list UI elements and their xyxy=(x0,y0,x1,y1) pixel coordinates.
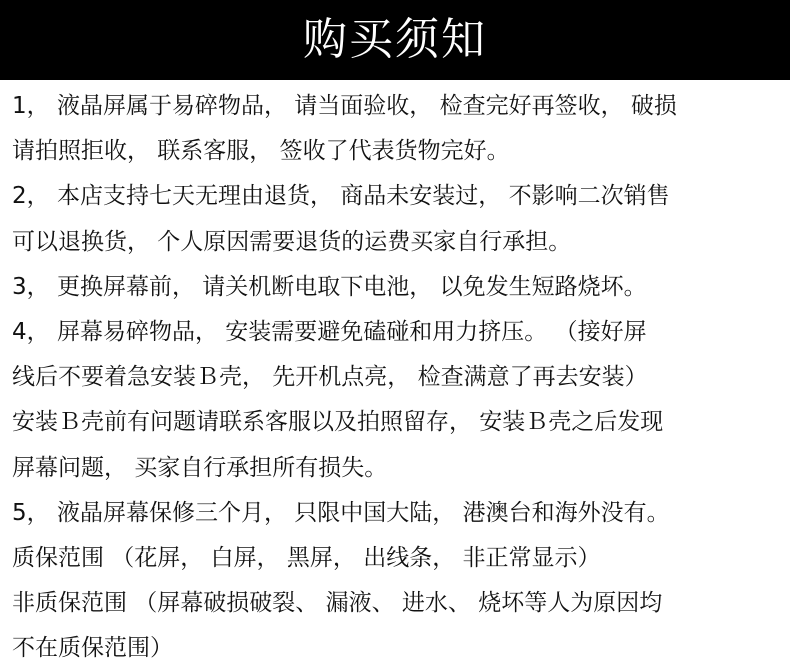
notice-body xyxy=(12,84,784,671)
page-title: 购买须知 xyxy=(303,14,487,65)
notice-line: 1， 液晶屏属于易碎物品， 请当面验收， 检查完好再签收， 破损 xyxy=(12,93,677,119)
notice-line: 安装Ｂ壳前有问题请联系客服以及拍照留存， 安装Ｂ壳之后发现 xyxy=(12,409,664,436)
notice-line: 3， 更换屏幕前， 请关机断电取下电池， 以免发生短路烧坏。 xyxy=(12,273,647,300)
notice-line: 屏幕问题， 买家自行承担所有损失。 xyxy=(12,454,388,481)
notice-line: 2， 本店支持七天无理由退货， 商品未安装过， 不影响二次销售 xyxy=(12,183,670,210)
notice-line: 请拍照拒收， 联系客服， 签收了代表货物完好。 xyxy=(12,138,510,165)
notice-line: 5， 液晶屏幕保修三个月， 只限中国大陆， 港澳台和海外没有。 xyxy=(12,499,670,526)
header-bar xyxy=(0,0,790,80)
notice-line: 不在质保范围） xyxy=(12,635,173,662)
notice-line: 线后不要着急安装Ｂ壳， 先开机点亮， 检查满意了再去安装） xyxy=(12,364,648,391)
notice-line: 4， 屏幕易碎物品， 安装需要避免磕碰和用力挤压。 （接好屏 xyxy=(12,318,647,345)
notice-line: 非质保范围 （屏幕破损破裂、 漏液、 进水、 烧坏等人为原因均 xyxy=(12,590,663,617)
notice-line: 可以退换货， 个人原因需要退货的运费买家自行承担。 xyxy=(12,228,572,255)
notice-line: 质保范围 （花屏， 白屏， 黑屏， 出线条， 非正常显示） xyxy=(12,544,601,571)
